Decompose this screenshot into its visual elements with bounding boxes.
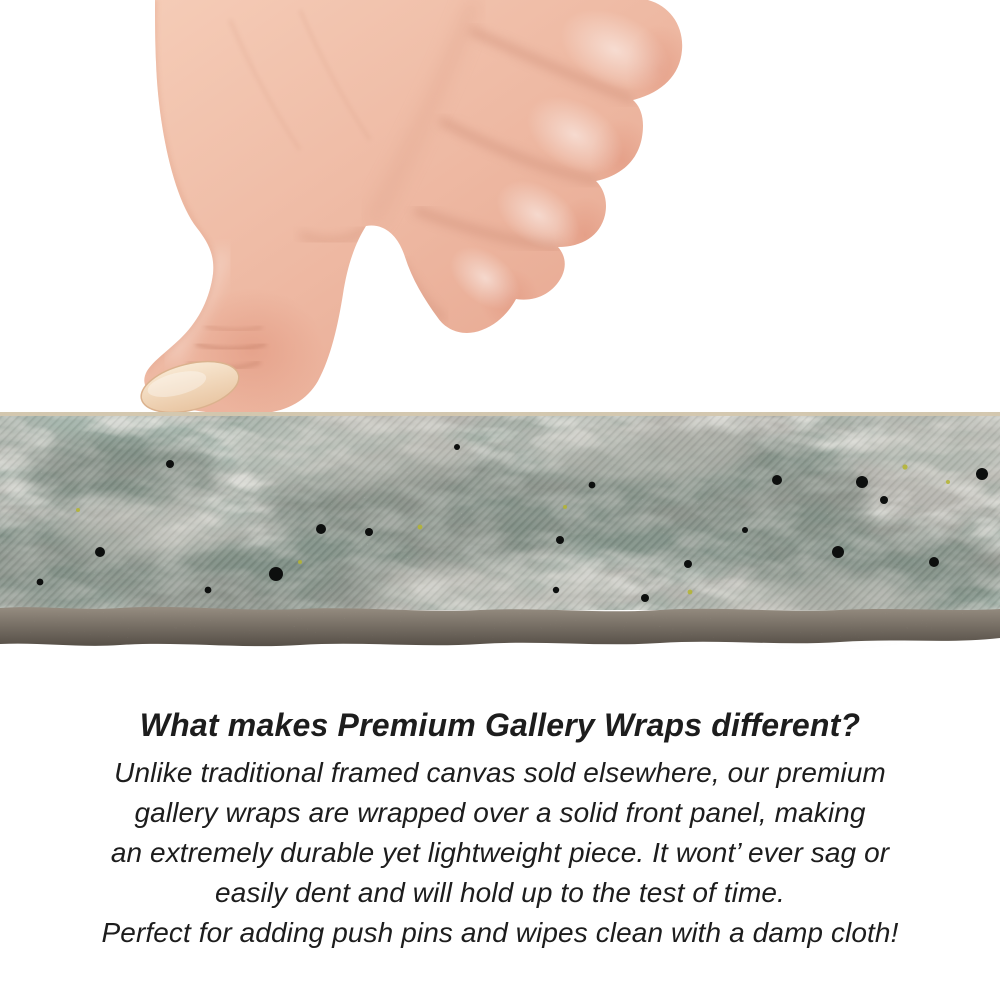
hand-graphic: [0, 0, 1000, 418]
canvas-strip-graphic: [0, 412, 1000, 652]
canvas-top-edge: [0, 412, 1000, 416]
info-line-2: gallery wraps are wrapped over a solid front panel, making: [134, 797, 866, 828]
info-section: [0, 703, 1000, 953]
info-line-1: Unlike traditional framed canvas sold elsewhere, our premium: [114, 757, 886, 788]
canvas-edge-photo: [0, 412, 1000, 652]
hand-photo: [0, 0, 1000, 418]
info-heading: What makes Premium Gallery Wraps different?: [139, 707, 861, 743]
info-line-4: easily dent and will hold up to the test of time.: [215, 877, 785, 908]
info-line-3: an extremely durable yet lightweight piece. It wont’ ever sag or: [110, 837, 890, 868]
info-line-5: Perfect for adding push pins and wipes clean with a damp cloth!: [101, 917, 899, 948]
